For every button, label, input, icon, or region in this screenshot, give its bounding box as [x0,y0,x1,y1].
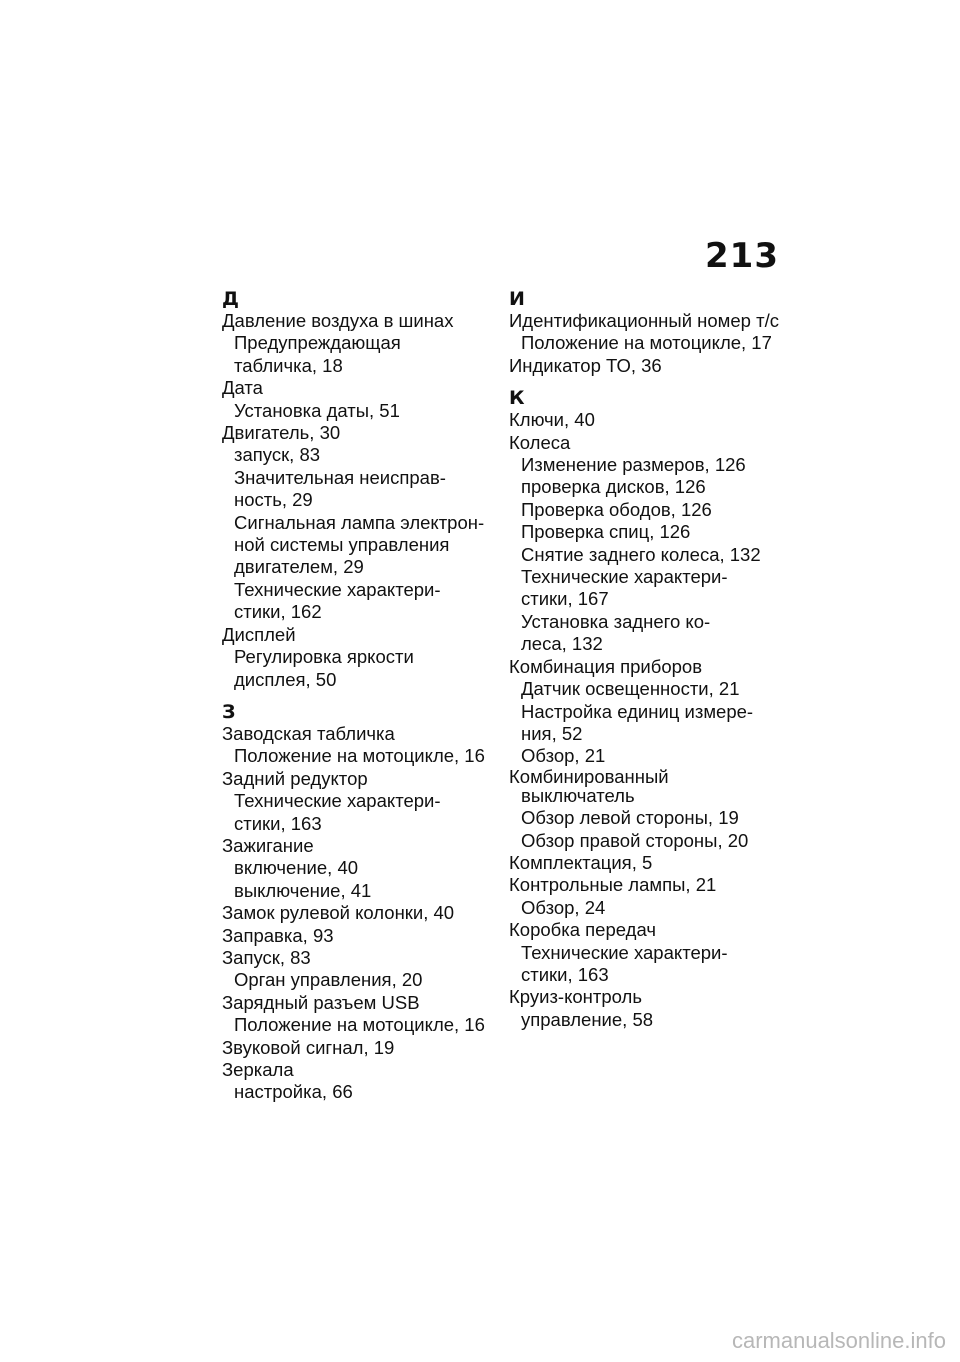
index-subentry: Сигнальная лампа электрон- [234,511,485,533]
index-subentry: запуск, 83 [234,444,321,466]
index-subentry: ния, 52 [521,722,583,744]
watermark: carmanualsonline.info [731,1328,946,1353]
index-entry: Дисплей [222,623,296,645]
index-entry: Зеркала [222,1059,294,1080]
index-subentry: Обзор, 21 [521,745,606,767]
index-entry: Индикатор ТО, 36 [509,354,662,376]
index-subentry: проверка дисков, 126 [521,476,706,498]
index-subentry: Положение на мотоцикле, 16 [234,745,485,767]
index-entry: Круиз-контроль [509,986,642,1008]
index-subentry: Установка заднего ко- [521,610,711,632]
index-entry: Заводская табличка [222,722,395,744]
index-subentry: стики, 163 [234,812,322,834]
index-subentry: Обзор правой стороны, 20 [521,829,749,851]
index-entry: Комплектация, 5 [509,851,653,873]
index-entry: Коробка передач [509,919,656,941]
index-entry: Зажигание [222,834,314,856]
index-entry: Контрольные лампы, 21 [509,874,717,896]
index-subentry: леса, 132 [521,633,603,655]
index-letter-heading: К [509,387,525,410]
index-subentry: табличка, 18 [234,354,343,376]
index-entry: Колеса [509,431,571,453]
index-subentry: Снятие заднего колеса, 132 [521,543,761,565]
index-entry: Замок рулевой колонки, 40 [222,902,455,924]
index-entry: Комбинированный [509,765,669,787]
index-entry: Заправка, 93 [222,924,334,946]
index-entry: Идентификационный номер т/с [509,310,779,331]
index-subentry: управление, 58 [521,1008,654,1030]
index-letter-heading: З [222,700,236,723]
index-subentry: Проверка спиц, 126 [521,521,691,543]
index-subentry: Положение на мотоцикле, 16 [234,1014,485,1036]
index-subentry: Установка даты, 51 [234,399,400,421]
index-subentry: Технические характери- [521,941,728,963]
index-subentry: двигателем, 29 [234,556,364,578]
index-subentry: Технические характери- [234,790,441,812]
index-column-right [509,288,781,1031]
index-letter-heading: Д [222,288,239,310]
index-subentry: стики, 167 [521,588,609,610]
index-subentry: стики, 162 [234,601,322,623]
index-subentry: Обзор левой стороны, 19 [521,807,739,829]
index-column-left [222,288,494,1104]
index-subentry: Технические характери- [521,566,728,588]
index-subentry: Значительная неисправ- [234,466,446,488]
index-subentry: дисплея, 50 [234,668,337,690]
index-subentry: Изменение размеров, 126 [521,454,746,476]
index-subentry: настройка, 66 [234,1081,353,1103]
index-subentry: Технические характери- [234,578,441,600]
index-subentry: Обзор, 24 [521,896,606,918]
index-subentry: стики, 163 [521,963,609,985]
index-entry: Давление воздуха в шинах [222,310,454,331]
index-entry: Дата [222,377,263,399]
index-subentry: Настройка единиц измере- [521,700,754,722]
index-subentry: включение, 40 [234,857,359,879]
index-entry: Запуск, 83 [222,946,311,968]
index-subentry: ность, 29 [234,489,313,511]
index-subentry: Регулировка яркости [234,646,414,668]
index-subentry: Предупреждающая [234,332,401,354]
page-number: 213 [705,236,779,276]
index-entry: Двигатель, 30 [222,422,341,444]
index-entry: Задний редуктор [222,767,368,789]
index-letter-heading: И [509,288,525,310]
index-entry: Звуковой сигнал, 19 [222,1036,395,1058]
index-subentry: Датчик освещенности, 21 [521,678,740,700]
index-entry: Ключи, 40 [509,409,595,431]
index-subentry: ной системы управления [234,534,450,556]
index-subentry: выключение, 41 [234,879,372,901]
index-entry: Комбинация приборов [509,655,703,677]
index-subentry: выключатель [521,784,635,806]
index-subentry: Проверка ободов, 126 [521,498,712,520]
index-subentry: Положение на мотоцикле, 17 [521,332,772,354]
index-entry: Зарядный разъем USB [222,991,420,1013]
index-subentry: Орган управления, 20 [234,969,423,991]
